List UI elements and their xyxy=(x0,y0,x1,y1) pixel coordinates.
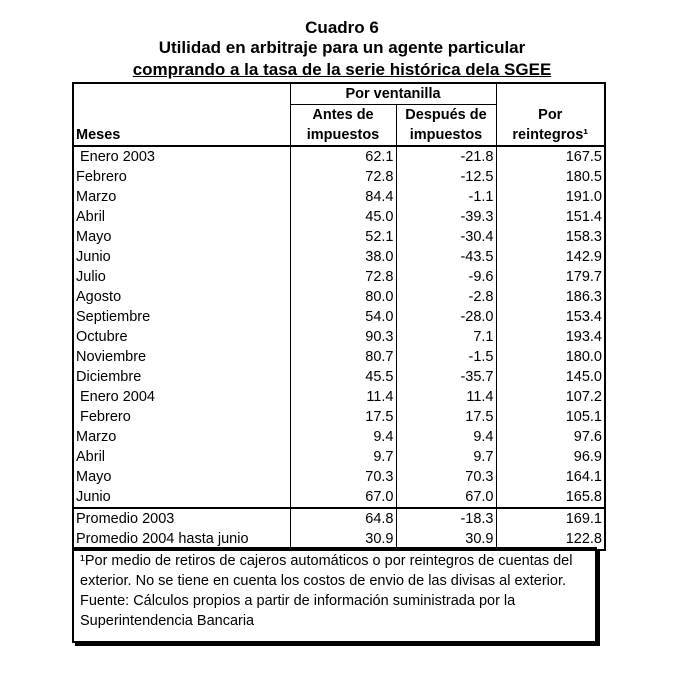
antes-cell: 52.1 xyxy=(290,227,396,247)
despues-cell: -1.5 xyxy=(396,347,496,367)
antes-cell: 64.8 xyxy=(290,508,396,529)
table-row xyxy=(73,327,605,347)
table-row xyxy=(73,167,605,187)
despues-cell: 9.7 xyxy=(396,447,496,467)
antes-cell: 62.1 xyxy=(290,146,396,167)
header-despues-2: impuestos xyxy=(396,125,496,146)
month-cell: Junio xyxy=(73,487,290,508)
reintegros-cell: 145.0 xyxy=(496,367,605,387)
table-row xyxy=(73,207,605,227)
despues-cell: 67.0 xyxy=(396,487,496,508)
month-cell: Febrero xyxy=(73,167,290,187)
header-meses: Meses xyxy=(73,125,290,146)
reintegros-cell: 186.3 xyxy=(496,287,605,307)
reintegros-cell: 151.4 xyxy=(496,207,605,227)
table-row xyxy=(73,347,605,367)
despues-cell: -21.8 xyxy=(396,146,496,167)
header-por-ventanilla: Por ventanilla xyxy=(290,83,496,105)
month-cell: Noviembre xyxy=(73,347,290,367)
month-cell: Agosto xyxy=(73,287,290,307)
month-cell: Octubre xyxy=(73,327,290,347)
antes-cell: 90.3 xyxy=(290,327,396,347)
month-cell: Junio xyxy=(73,247,290,267)
average-row xyxy=(73,508,605,529)
reintegros-cell: 180.0 xyxy=(496,347,605,367)
table-row xyxy=(73,307,605,327)
reintegros-cell: 96.9 xyxy=(496,447,605,467)
table-row xyxy=(73,447,605,467)
antes-cell: 9.4 xyxy=(290,427,396,447)
reintegros-cell: 167.5 xyxy=(496,146,605,167)
month-cell: Mayo xyxy=(73,467,290,487)
reintegros-cell: 158.3 xyxy=(496,227,605,247)
despues-cell: -9.6 xyxy=(396,267,496,287)
month-cell: Promedio 2004 hasta junio xyxy=(73,529,290,550)
reintegros-cell: 142.9 xyxy=(496,247,605,267)
antes-cell: 80.7 xyxy=(290,347,396,367)
month-cell: Julio xyxy=(73,267,290,287)
despues-cell: -39.3 xyxy=(396,207,496,227)
despues-cell: -35.7 xyxy=(396,367,496,387)
table-row xyxy=(73,187,605,207)
table-row xyxy=(73,146,605,167)
antes-cell: 70.3 xyxy=(290,467,396,487)
antes-cell: 11.4 xyxy=(290,387,396,407)
despues-cell: 70.3 xyxy=(396,467,496,487)
month-cell: Marzo xyxy=(73,427,290,447)
antes-cell: 72.8 xyxy=(290,267,396,287)
reintegros-cell: 107.2 xyxy=(496,387,605,407)
source-note: Fuente: Cálculos propios a partir de información suministrada por la Superintendencia Bancaria xyxy=(80,593,516,629)
antes-cell: 30.9 xyxy=(290,529,396,550)
reintegros-cell: 179.7 xyxy=(496,267,605,287)
reintegros-cell: 164.1 xyxy=(496,467,605,487)
despues-cell: -1.1 xyxy=(396,187,496,207)
antes-cell: 17.5 xyxy=(290,407,396,427)
antes-cell: 72.8 xyxy=(290,167,396,187)
despues-cell: -18.3 xyxy=(396,508,496,529)
antes-cell: 9.7 xyxy=(290,447,396,467)
table-row xyxy=(73,467,605,487)
header-reintegros-2: reintegros¹ xyxy=(496,125,605,146)
month-cell: Marzo xyxy=(73,187,290,207)
reintegros-cell: 122.8 xyxy=(496,529,605,550)
despues-cell: -2.8 xyxy=(396,287,496,307)
table-row xyxy=(73,427,605,447)
despues-cell: 11.4 xyxy=(396,387,496,407)
footnote: ¹Por medio de retiros de cajeros automáticos o por reintegros de cuentas del exterior. No se tiene en cuenta los costos de envio de las divisas al exterior. xyxy=(80,553,573,589)
table-subtitle: Utilidad en arbitraje para un agente particular xyxy=(158,38,526,57)
despues-cell: -30.4 xyxy=(396,227,496,247)
despues-cell: -43.5 xyxy=(396,247,496,267)
reintegros-cell: 165.8 xyxy=(496,487,605,508)
table-row xyxy=(73,387,605,407)
notes-box xyxy=(72,547,597,643)
antes-cell: 54.0 xyxy=(290,307,396,327)
reintegros-cell: 191.0 xyxy=(496,187,605,207)
antes-cell: 38.0 xyxy=(290,247,396,267)
antes-cell: 80.0 xyxy=(290,287,396,307)
header-row-2 xyxy=(73,125,605,146)
header-row-1 xyxy=(73,105,605,126)
reintegros-cell: 105.1 xyxy=(496,407,605,427)
table-subtitle-2: comprando a la tasa de la serie histórica dela SGEE xyxy=(132,60,552,79)
table-row xyxy=(73,487,605,508)
month-cell: Enero 2003 xyxy=(73,146,290,167)
antes-cell: 84.4 xyxy=(290,187,396,207)
month-cell: Abril xyxy=(73,447,290,467)
month-cell: Promedio 2003 xyxy=(73,508,290,529)
table-title: Cuadro 6 xyxy=(305,18,379,37)
despues-cell: 7.1 xyxy=(396,327,496,347)
antes-cell: 45.5 xyxy=(290,367,396,387)
data-table xyxy=(72,82,606,551)
table-row xyxy=(73,367,605,387)
antes-cell: 67.0 xyxy=(290,487,396,508)
header-reintegros-1: Por xyxy=(496,105,605,126)
header-antes-2: impuestos xyxy=(290,125,396,146)
reintegros-cell: 153.4 xyxy=(496,307,605,327)
month-cell: Diciembre xyxy=(73,367,290,387)
reintegros-cell: 97.6 xyxy=(496,427,605,447)
reintegros-cell: 169.1 xyxy=(496,508,605,529)
table-row xyxy=(73,407,605,427)
table-row xyxy=(73,227,605,247)
despues-cell: 17.5 xyxy=(396,407,496,427)
month-cell: Febrero xyxy=(73,407,290,427)
reintegros-cell: 193.4 xyxy=(496,327,605,347)
despues-cell: 9.4 xyxy=(396,427,496,447)
header-row-group xyxy=(73,83,605,105)
reintegros-cell: 180.5 xyxy=(496,167,605,187)
antes-cell: 45.0 xyxy=(290,207,396,227)
despues-cell: 30.9 xyxy=(396,529,496,550)
despues-cell: -28.0 xyxy=(396,307,496,327)
table-row xyxy=(73,267,605,287)
month-cell: Enero 2004 xyxy=(73,387,290,407)
header-antes-1: Antes de xyxy=(290,105,396,126)
despues-cell: -12.5 xyxy=(396,167,496,187)
month-cell: Septiembre xyxy=(73,307,290,327)
month-cell: Mayo xyxy=(73,227,290,247)
table-row xyxy=(73,247,605,267)
header-despues-1: Después de xyxy=(396,105,496,126)
month-cell: Abril xyxy=(73,207,290,227)
table-row xyxy=(73,287,605,307)
